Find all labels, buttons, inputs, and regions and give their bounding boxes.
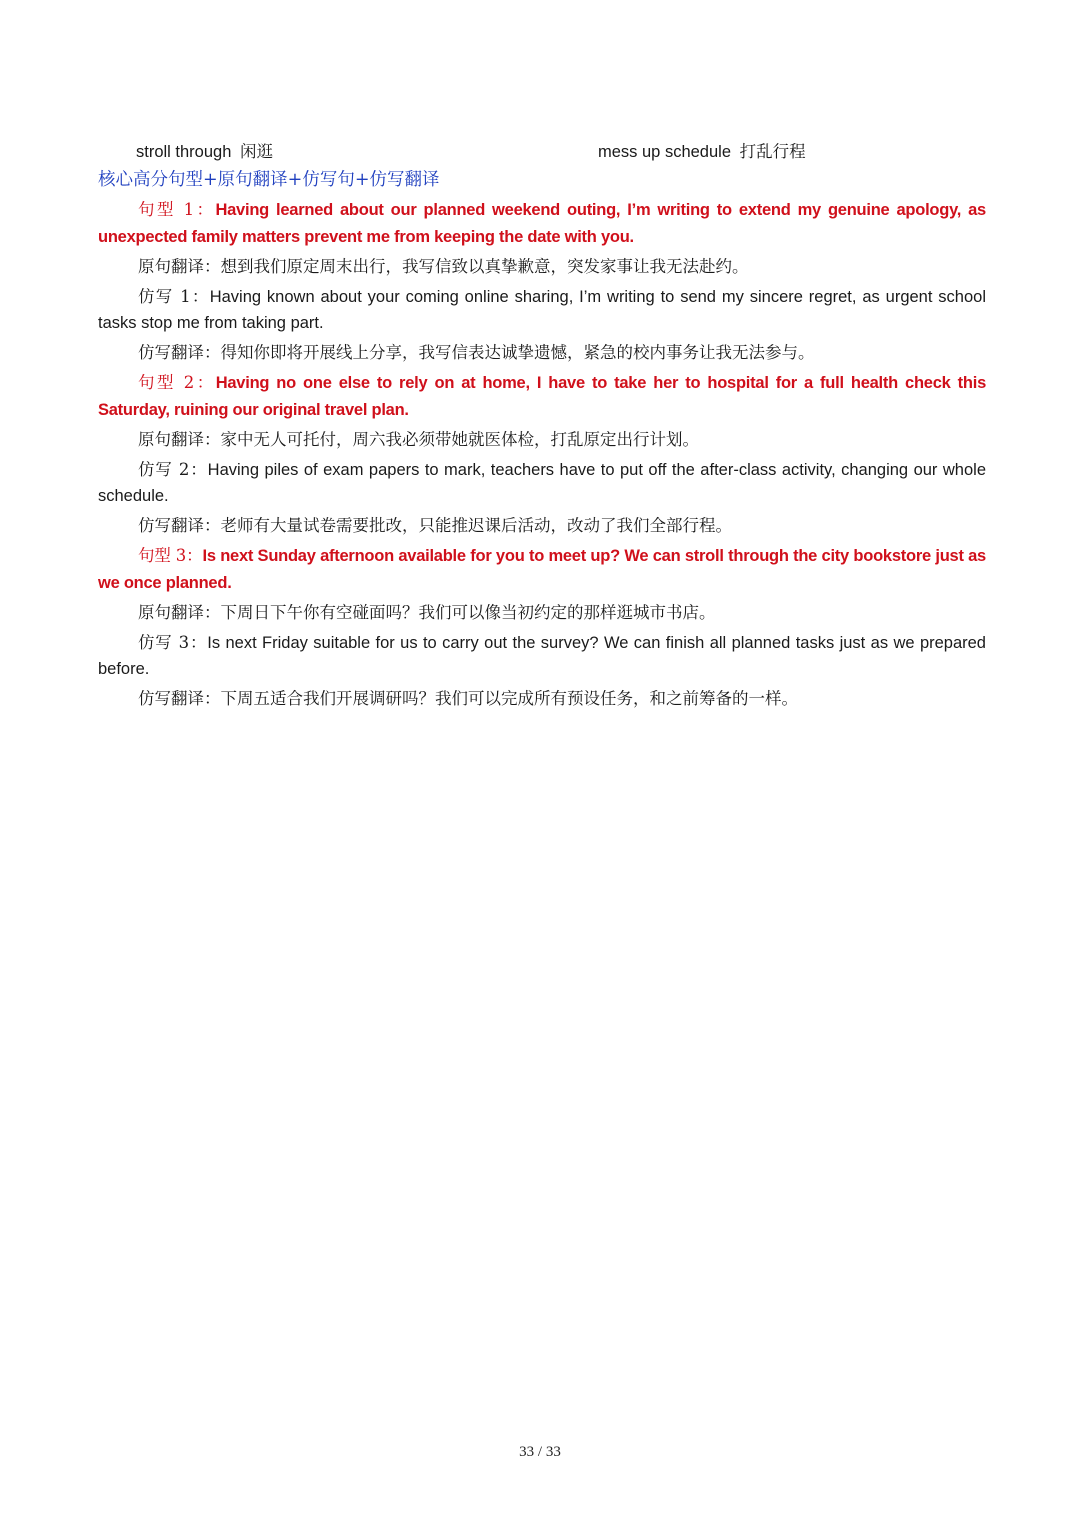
imitation-text: Having piles of exam papers to mark, teachers have to put off the after-class activity, changing our whole schedule. <box>98 460 986 505</box>
section-title: 核心高分句型+原句翻译+仿写句+仿写翻译 <box>98 170 440 190</box>
pattern-text: Having learned about our planned weekend outing, I’m writing to extend my genuine apology, as unexpected family matters prevent me from keeping the date with you. <box>98 201 986 246</box>
pattern-text: Having no one else to rely on at home, I have to take her to hospital for a full health check this Saturday, ruining our original travel plan. <box>98 374 986 419</box>
pattern-sentence <box>98 543 986 596</box>
translation-label: 原句翻译： <box>138 602 221 622</box>
imitation-label: 仿写 3： <box>138 632 208 652</box>
translation-text: 家中无人可托付，周六我必须带她就医体检，打乱原定出行计划。 <box>220 429 699 449</box>
page-number: 33 / 33 <box>519 1444 561 1460</box>
imitation-label: 仿写 2： <box>138 459 208 479</box>
imitation-sentence <box>98 630 986 683</box>
vocab-en: stroll through <box>136 143 232 161</box>
translation-text: 想到我们原定周末出行，我写信致以真挚歉意，突发家事让我无法赴约。 <box>220 256 749 276</box>
imitation-translation <box>98 513 986 540</box>
imitation-translation-text: 得知你即将开展线上分享，我写信表达诚挚遗憾，紧急的校内事务让我无法参与。 <box>220 343 815 362</box>
original-translation <box>98 600 986 627</box>
vocab-item <box>136 138 273 162</box>
imitation-translation-label: 仿写翻译： <box>138 689 221 708</box>
imitation-translation-label: 仿写翻译： <box>138 343 221 362</box>
translation-label: 原句翻译： <box>138 429 221 449</box>
vocab-item <box>598 138 806 162</box>
original-translation <box>98 254 986 281</box>
vocab-zh: 闲逛 <box>239 142 273 161</box>
imitation-translation <box>98 686 986 713</box>
imitation-translation <box>98 340 986 367</box>
sentence-list <box>98 197 986 716</box>
imitation-translation-text: 下周五适合我们开展调研吗？我们可以完成所有预设任务，和之前筹备的一样。 <box>220 689 798 708</box>
pattern-sentence <box>98 370 986 423</box>
original-translation <box>98 427 986 454</box>
vocab-zh: 打乱行程 <box>739 142 806 161</box>
vocab-en: mess up schedule <box>598 143 731 161</box>
pattern-label: 句型 2： <box>138 373 216 392</box>
pattern-label: 句型 3： <box>138 546 203 565</box>
imitation-text: Having known about your coming online sharing, I’m writing to send my sincere regret, as urgent school tasks stop me from taking part. <box>98 287 986 332</box>
imitation-text: Is next Friday suitable for us to carry out the survey? We can finish all planned tasks just as we prepared before. <box>98 633 986 678</box>
pattern-label: 句型 1： <box>138 200 216 219</box>
translation-text: 下周日下午你有空碰面吗？我们可以像当初约定的那样逛城市书店。 <box>220 602 716 622</box>
translation-label: 原句翻译： <box>138 256 221 276</box>
pattern-text: Is next Sunday afternoon available for you to meet up? We can stroll through the city bookstore just as we once planned. <box>98 547 986 592</box>
imitation-label: 仿写 1： <box>138 286 210 306</box>
imitation-sentence <box>98 457 986 510</box>
imitation-sentence <box>98 284 986 337</box>
imitation-translation-label: 仿写翻译： <box>138 516 221 535</box>
imitation-translation-text: 老师有大量试卷需要批改，只能推迟课后活动，改动了我们全部行程。 <box>220 516 732 535</box>
vocab-row <box>0 138 1080 166</box>
pattern-sentence <box>98 197 986 250</box>
